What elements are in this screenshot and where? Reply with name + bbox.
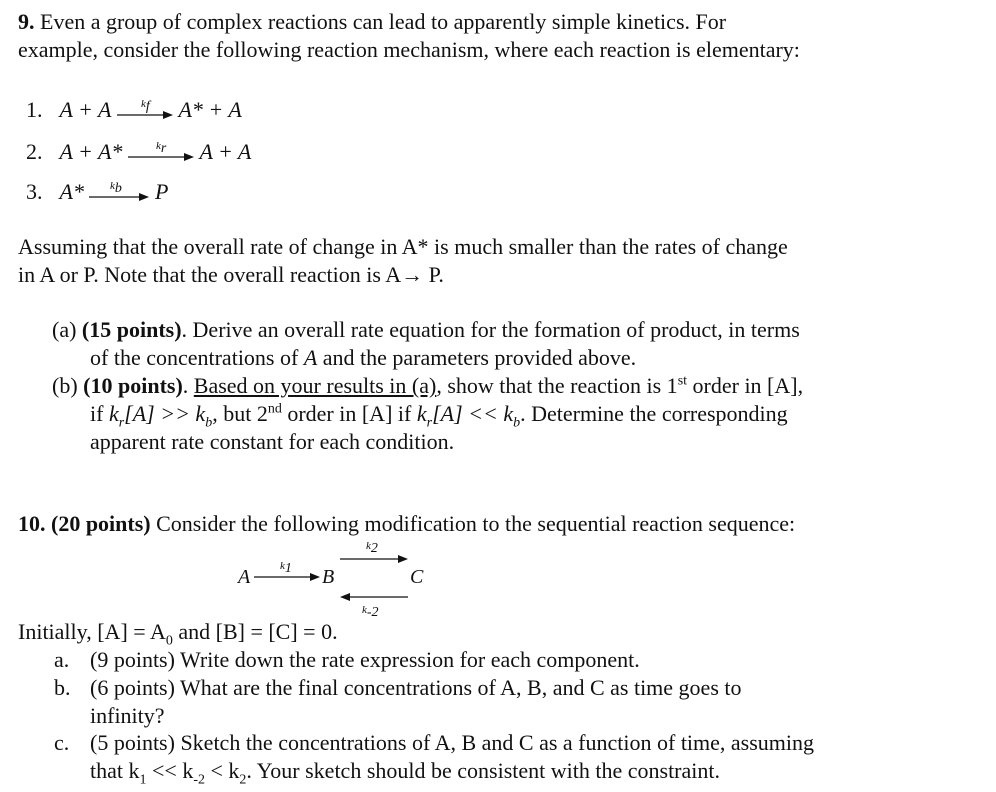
scheme-B: B	[322, 566, 335, 588]
q10-intro-text: Consider the following modification to the sequential reaction sequence:	[150, 511, 796, 536]
part-b-underlined: Based on your results in (a)	[193, 373, 437, 398]
q9-part-a-line1	[52, 316, 800, 344]
q10-initial: Initially, $[A] = A_0$ and [B] = [C] = 0.	[18, 619, 338, 649]
rate-constant-kb: $k_b$	[110, 180, 122, 197]
q10-part-c-line2: that $k_1 << k_{-2} < k_2$. Your sketch should be consistent with the constraint.	[90, 758, 720, 788]
reaction-3	[26, 178, 168, 206]
rate-constant-k2: $k_2$	[366, 540, 378, 557]
reaction-left: A*	[59, 179, 84, 204]
reaction-number: 1.	[26, 97, 43, 122]
part-a-label: (a)	[52, 317, 77, 342]
q9-number: 9.	[18, 9, 35, 34]
q9-assume-line2: in A or P. Note that the overall reaction is A→ P.	[18, 262, 444, 287]
reaction-left: A + A	[59, 97, 112, 122]
reaction-1	[26, 96, 242, 124]
q10-intro	[18, 510, 795, 538]
q10-points: (20 points)	[51, 511, 151, 536]
q10-part-b-line1: b. (6 points) What are the final concentrations of A, B, and C as time goes to	[54, 675, 742, 700]
q9-intro-line2: example, consider the following reaction mechanism, where each reaction is elementary:	[18, 37, 800, 62]
part-a-text1: . Derive an overall rate equation for the formation of product, in terms	[181, 317, 800, 342]
scheme-C: C	[410, 566, 424, 588]
rate-constant-kf: $k_f$	[141, 98, 150, 115]
q9-part-a-line2: of the concentrations of A and the parameters provided above.	[90, 345, 637, 370]
reaction-right: P	[154, 179, 169, 204]
q9-intro-line1	[18, 8, 726, 36]
q10-part-a: a. (9 points) Write down the rate expression for each component.	[54, 647, 640, 672]
reaction-number: 3.	[26, 179, 43, 204]
q10-part-b-line2: infinity?	[90, 703, 165, 728]
q9-part-b-line2: if $k_r[A] >> k_b$, but 2nd order in [A] if $k_r[A] << k_b$. Determine the corresponding	[90, 401, 788, 431]
rate-constant-kr: $k_r$	[156, 140, 167, 157]
reaction-2	[26, 138, 251, 166]
rate-constant-k1: $k_1$	[280, 560, 292, 577]
rate-constant-k-2: $k_{-2}$	[362, 604, 379, 621]
q9-part-b-line3: apparent rate constant for each condition.	[90, 429, 455, 454]
reaction-right: A* + A	[178, 97, 242, 122]
q10-number: 10.	[18, 511, 46, 536]
scheme-A: A	[238, 566, 251, 588]
reaction-right: A + A	[199, 139, 252, 164]
part-b-label: (b)	[52, 373, 78, 398]
q9-assume-line1: Assuming that the overall rate of change in A* is much smaller than the rates of change	[18, 234, 788, 259]
q10-part-c-line1: c. (5 points) Sketch the concentrations of A, B and C as a function of time, assuming	[54, 730, 815, 755]
q9-part-b-line1: (b) (10 points). Based on your results in (a), show that the reaction is 1st order in [A],	[52, 373, 804, 398]
part-a-points: (15 points)	[81, 317, 182, 342]
q9-intro-text1: Even a group of complex reactions can lead to apparently simple kinetics. For	[40, 9, 727, 34]
reaction-number: 2.	[26, 139, 43, 164]
reaction-left: A + A*	[59, 139, 123, 164]
part-b-points: (10 points)	[83, 373, 183, 398]
